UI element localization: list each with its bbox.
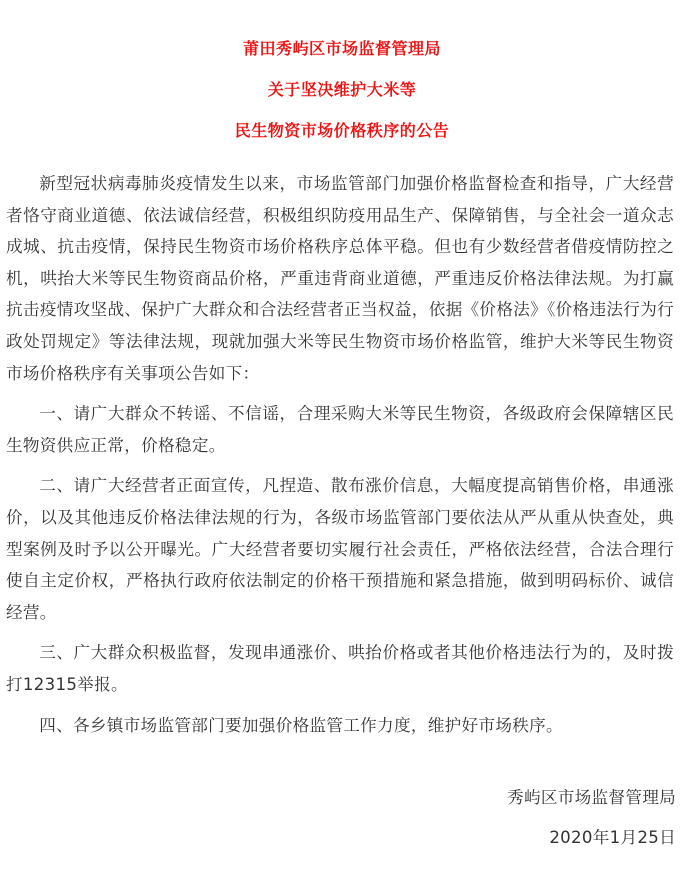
document-title — [0, 41, 684, 164]
paragraph-item-2: 二、请广大经营者正面宣传，凡捏造、散布涨价信息，大幅度提高销售价格，串通涨价，以及其他违反价格法律法规的行为，各级市场监管部门要依法从严从重从快查处，典型案例及时予以公开曝光。广大经营者要切实履行社会责任，严格依法经营，合法合理行使自主定价权，严格执行政府依法制定的价格干预措施和紧急措施，做到明码标价、诚信经营。 — [6, 476, 674, 622]
paragraph-item-4: 四、各乡镇市场监管部门要加强价格监管工作力度，维护好市场秩序。 — [39, 715, 563, 735]
title-line-subject: 关于坚决维护大米等 — [267, 80, 417, 99]
signature-organization: 秀屿区市场监督管理局 — [507, 788, 676, 807]
paragraph-item-1: 一、请广大群众不转谣、不信谣，合理采购大米等民生物资，各级政府会保障辖区民生物资供应正常，价格稳定。 — [6, 404, 674, 455]
signature-date: 2020年1月25日 — [549, 828, 676, 847]
title-line-issuer: 莆田秀屿区市场监督管理局 — [242, 39, 441, 58]
paragraph-intro: 新型冠状病毒肺炎疫情发生以来，市场监管部门加强价格监督检查和指导，广大经营者恪守商业道德、依法诚信经营，积极组织防疫用品生产、保障销售，与全社会一道众志成城、抗击疫情，保持民生物资市场价格秩序总体平稳。但也有少数经营者借疫情防控之机，哄抬大米等民生物资商品价格，严重违背商业道德，严重违反价格法律法规。为打赢抗击疫情攻坚战、保护广大群众和合法经营者正当权益，依据《价格法》《价格违法行为行政处罚规定》等法律法规，现就加强大米等民生物资市场价格监管，维护大米等民生物资市场价格秩序有关事项公告如下： — [6, 174, 674, 383]
document-body — [6, 168, 674, 741]
paragraph-item-3: 三、广大群众积极监督，发现串通涨价、哄抬价格或者其他价格违法行为的，及时拨打12315举报。 — [6, 643, 674, 694]
title-line-subject-cont: 民生物资市场价格秩序的公告 — [234, 121, 450, 140]
